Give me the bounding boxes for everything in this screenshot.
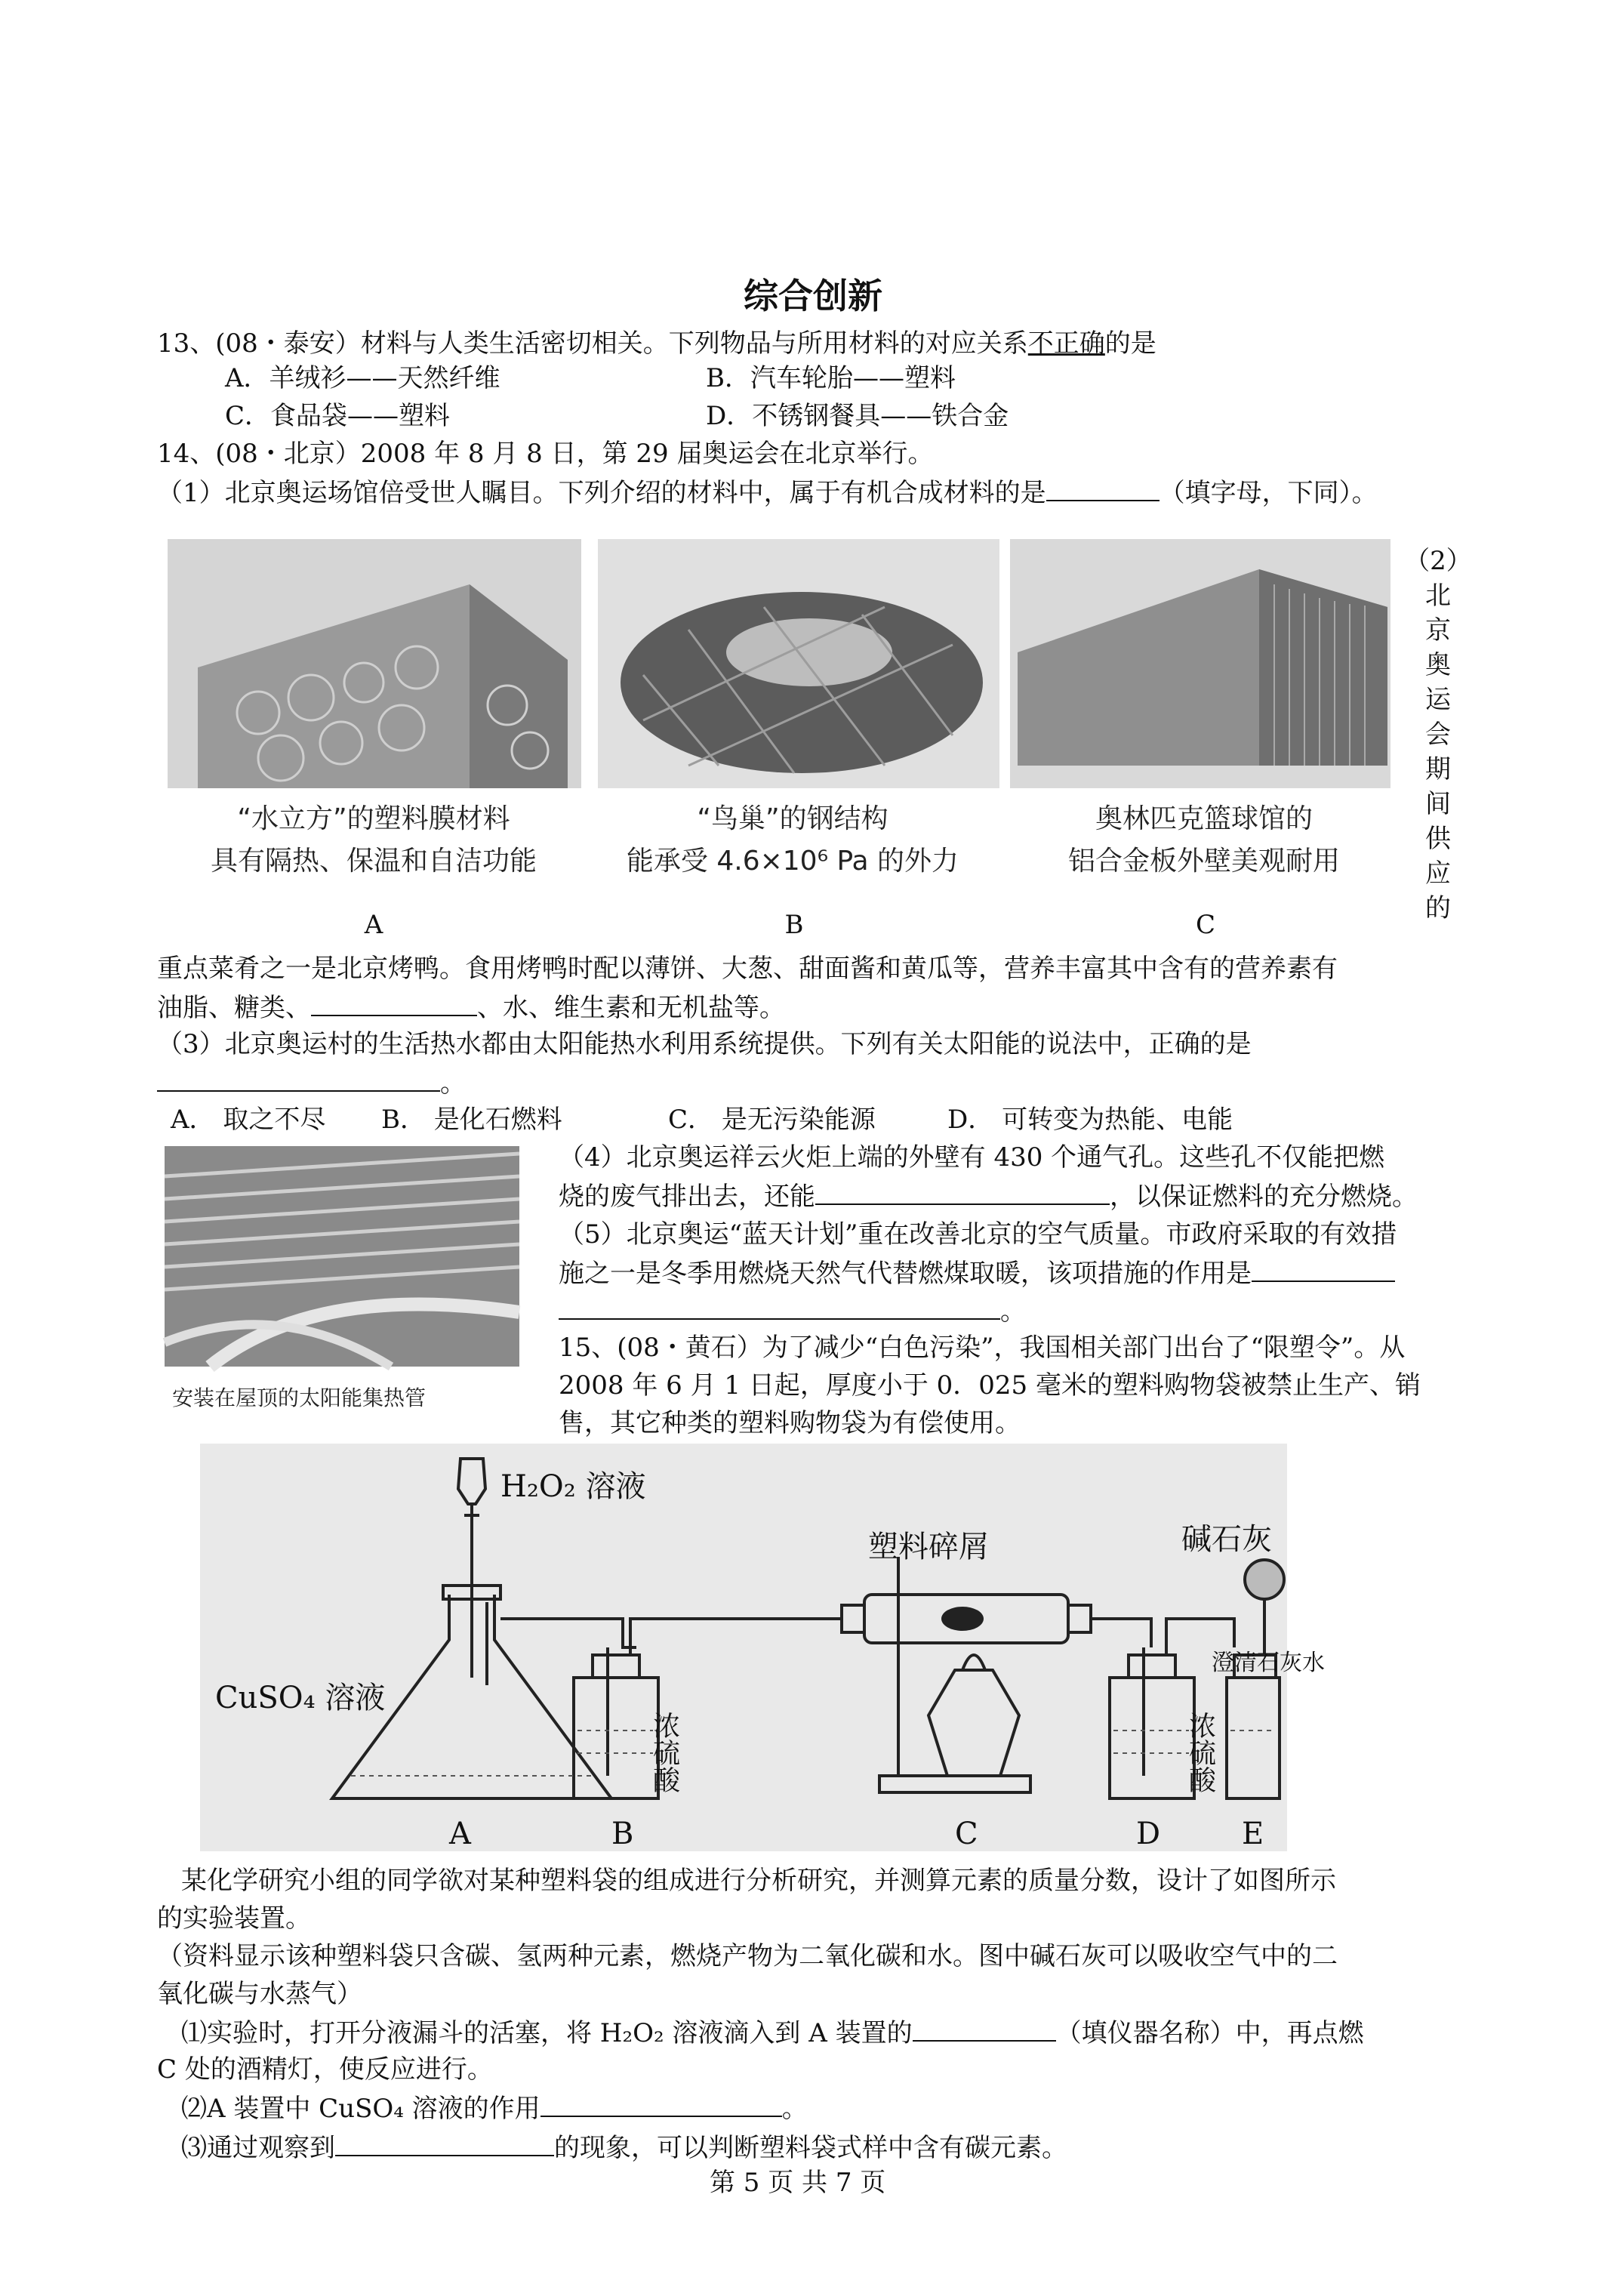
q14-stem: 14、(08・北京）2008 年 8 月 8 日，第 29 届奥运会在北京举行。 bbox=[157, 439, 934, 469]
q14-part3-option-a: A． 取之不尽 bbox=[171, 1105, 326, 1135]
q14-part5-text: 施之一是冬季用燃烧天然气代替燃煤取暖，该项措施的作用是 bbox=[559, 1259, 1252, 1289]
q14-part3-option-c: C． 是无污染能源 bbox=[668, 1105, 876, 1135]
birds-nest-illustration bbox=[598, 539, 999, 788]
photo-c-caption-2: 铝合金板外壁美观耐用 bbox=[1067, 846, 1340, 877]
q14-part5-line3 bbox=[559, 1293, 1026, 1329]
q14-part2-line1: 重点菜肴之一是北京烤鸭。食用烤鸭时配以薄饼、大葱、甜面酱和黄瓜等，营养丰富其中含有的营养素有 bbox=[157, 954, 1338, 984]
q14-part2-text: 油脂、糖类、 bbox=[157, 993, 311, 1023]
label-cuso4: CuSO₄ 溶液 bbox=[215, 1681, 386, 1715]
q15-step1-line2: C 处的酒精灯，使反应进行。 bbox=[157, 2054, 493, 2085]
label-soda-lime: 碱石灰 bbox=[1181, 1522, 1272, 1557]
q14-part2-end: 、水、维生素和无机盐等。 bbox=[477, 993, 785, 1023]
q14-part3-line1: （3）北京奥运村的生活热水都由太阳能热水利用系统提供。下列有关太阳能的说法中，正确的是 bbox=[157, 1029, 1252, 1059]
q14-part5-line1: （5）北京奥运“蓝天计划”重在改善北京的空气质量。市政府采取的有效措 bbox=[559, 1219, 1397, 1250]
q13-option-c: C．食品袋——塑料 bbox=[225, 401, 451, 431]
q14-part5-blank-1[interactable] bbox=[1252, 1255, 1395, 1282]
q13-stem bbox=[157, 326, 1156, 361]
q15-step3-end: 的现象，可以判断塑料袋式样中含有碳元素。 bbox=[554, 2133, 1067, 2163]
q15-step1 bbox=[181, 2014, 1364, 2051]
experiment-apparatus-diagram bbox=[200, 1444, 1325, 1851]
apparatus-svg bbox=[200, 1444, 1325, 1851]
q14-part4-line1: （4）北京奥运祥云火炬上端的外壁有 430 个通气孔。这些孔不仅能把燃 bbox=[559, 1142, 1385, 1173]
photo-b-caption-2: 能承受 4.6×10⁶ Pa 的外力 bbox=[626, 846, 959, 877]
q15-step1-text: ⑴实验时，打开分液漏斗的活塞，将 H₂O₂ 溶液滴入到 A 装置的 bbox=[181, 2018, 913, 2048]
q15-info-line2: 氧化碳与水蒸气） bbox=[157, 1979, 362, 2009]
q14-part4-line2 bbox=[559, 1178, 1418, 1214]
q14-part2-line2 bbox=[157, 989, 785, 1025]
label-plastic: 塑料碎屑 bbox=[868, 1530, 989, 1564]
q15-step2-blank[interactable] bbox=[540, 2090, 782, 2117]
label-acid-1: 浓硫酸 bbox=[648, 1712, 680, 1793]
q14-part4-blank[interactable] bbox=[815, 1178, 1110, 1205]
photo-c-label: C bbox=[1195, 910, 1215, 940]
side-char: 北 bbox=[1425, 581, 1451, 611]
page-title: 综合创新 bbox=[744, 276, 882, 316]
q14-part3-option-d: D． 可转变为热能、电能 bbox=[947, 1105, 1233, 1135]
q15-step3-text: ⑶通过观察到 bbox=[181, 2133, 335, 2163]
label-c: C bbox=[955, 1817, 978, 1851]
page-footer: 第 5 页 共 7 页 bbox=[710, 2168, 886, 2198]
q15-line1: 15、(08・黄石）为了减少“白色污染”，我国相关部门出台了“限塑令”。从 bbox=[559, 1333, 1406, 1363]
photo-a-label: A bbox=[364, 910, 383, 940]
side-char: 会 bbox=[1425, 720, 1451, 750]
q15-step1-end: （填仪器名称）中，再点燃 bbox=[1055, 2018, 1364, 2048]
q14-part5-line2 bbox=[559, 1255, 1395, 1291]
side-char: 期 bbox=[1425, 754, 1451, 784]
q14-part1-blank[interactable] bbox=[1046, 474, 1160, 501]
side-char: 的 bbox=[1425, 893, 1451, 923]
photo-b-label: B bbox=[784, 910, 804, 940]
water-cube-illustration bbox=[168, 539, 581, 788]
label-acid-2: 浓硫酸 bbox=[1184, 1712, 1216, 1793]
side-char: 奥 bbox=[1425, 650, 1451, 680]
q14-part3-line2 bbox=[157, 1065, 466, 1101]
q15-step2-end: 。 bbox=[781, 2094, 808, 2124]
side-char: 京 bbox=[1425, 615, 1451, 646]
solar-collector-illustration bbox=[165, 1146, 519, 1367]
photo-solar-collector bbox=[165, 1146, 519, 1367]
q14-part4-end: ，以保证燃料的充分燃烧。 bbox=[1110, 1182, 1418, 1212]
q13-stem-underlined: 不正确 bbox=[1027, 328, 1105, 359]
basketball-arena-illustration bbox=[1010, 539, 1390, 788]
q13-option-a: A．羊绒衫——天然纤维 bbox=[225, 363, 500, 393]
q15-line2: 2008 年 6 月 1 日起，厚度小于 0．025 毫米的塑料购物袋被禁止生产、销 bbox=[559, 1370, 1421, 1401]
label-a: A bbox=[449, 1817, 471, 1851]
side-char: （2） bbox=[1404, 546, 1472, 576]
q15-step1-blank[interactable] bbox=[913, 2014, 1056, 2042]
solar-caption: 安装在屋顶的太阳能集热管 bbox=[172, 1385, 427, 1410]
q14-part3-option-b: B． 是化石燃料 bbox=[381, 1105, 562, 1135]
q14-part1 bbox=[157, 474, 1378, 510]
q15-intro-line1: 某化学研究小组的同学欲对某种塑料袋的组成进行分析研究，并测算元素的质量分数，设计了如图所示 bbox=[181, 1866, 1336, 1896]
photo-basketball-arena bbox=[1010, 539, 1390, 788]
q13-option-b: B．汽车轮胎——塑料 bbox=[706, 363, 956, 393]
label-h2o2: H₂O₂ 溶液 bbox=[500, 1469, 646, 1504]
photo-b-caption-1: “鸟巢”的钢结构 bbox=[697, 803, 888, 834]
q15-step3-blank[interactable] bbox=[335, 2129, 554, 2156]
q14-part1-end: （填字母，下同）。 bbox=[1159, 478, 1378, 508]
photo-water-cube bbox=[168, 539, 581, 788]
q15-info-line1: （资料显示该种塑料袋只含碳、氢两种元素，燃烧产物为二氧化碳和水。图中碱石灰可以吸收空气中的二 bbox=[157, 1941, 1338, 1971]
q14-part5-end: 。 bbox=[1000, 1296, 1026, 1327]
side-char: 间 bbox=[1425, 789, 1451, 819]
q15-step3 bbox=[181, 2129, 1067, 2165]
side-char: 应 bbox=[1425, 858, 1451, 889]
photo-a-caption-2: 具有隔热、保温和自洁功能 bbox=[210, 846, 537, 877]
q14-part5-blank-2[interactable] bbox=[559, 1293, 1000, 1320]
side-char: 供 bbox=[1425, 824, 1451, 854]
q15-intro-line2: 的实验装置。 bbox=[157, 1903, 311, 1934]
q14-part2-side-text bbox=[1404, 544, 1472, 926]
q14-part3-blank[interactable] bbox=[157, 1065, 440, 1092]
photo-birds-nest bbox=[598, 539, 999, 788]
q13-option-d: D．不锈钢餐具——铁合金 bbox=[706, 401, 1009, 431]
q15-step2-text: ⑵A 装置中 CuSO₄ 溶液的作用 bbox=[181, 2094, 540, 2124]
q14-part3-end: 。 bbox=[440, 1068, 466, 1099]
label-d: D bbox=[1136, 1817, 1161, 1851]
q15-line3: 售，其它种类的塑料购物袋为有偿使用。 bbox=[559, 1408, 1021, 1438]
q13-stem-text: 13、(08・泰安）材料与人类生活密切相关。下列物品与所用材料的对应关系 bbox=[157, 328, 1028, 359]
label-b: B bbox=[611, 1817, 634, 1851]
q14-part2-blank[interactable] bbox=[311, 989, 477, 1016]
q14-part4-text: 烧的废气排出去，还能 bbox=[559, 1182, 815, 1212]
photo-a-caption-1: “水立方”的塑料膜材料 bbox=[237, 803, 510, 834]
label-e: E bbox=[1242, 1817, 1264, 1851]
photo-c-caption-1: 奥林匹克篮球馆的 bbox=[1095, 803, 1313, 834]
label-limewater: 澄清石灰水 bbox=[1212, 1650, 1325, 1676]
q14-part1-text: （1）北京奥运场馆倍受世人瞩目。下列介绍的材料中，属于有机合成材料的是 bbox=[157, 478, 1046, 508]
side-char: 运 bbox=[1425, 685, 1451, 715]
q15-step2 bbox=[181, 2090, 808, 2126]
q13-stem-end: 的是 bbox=[1104, 328, 1156, 359]
